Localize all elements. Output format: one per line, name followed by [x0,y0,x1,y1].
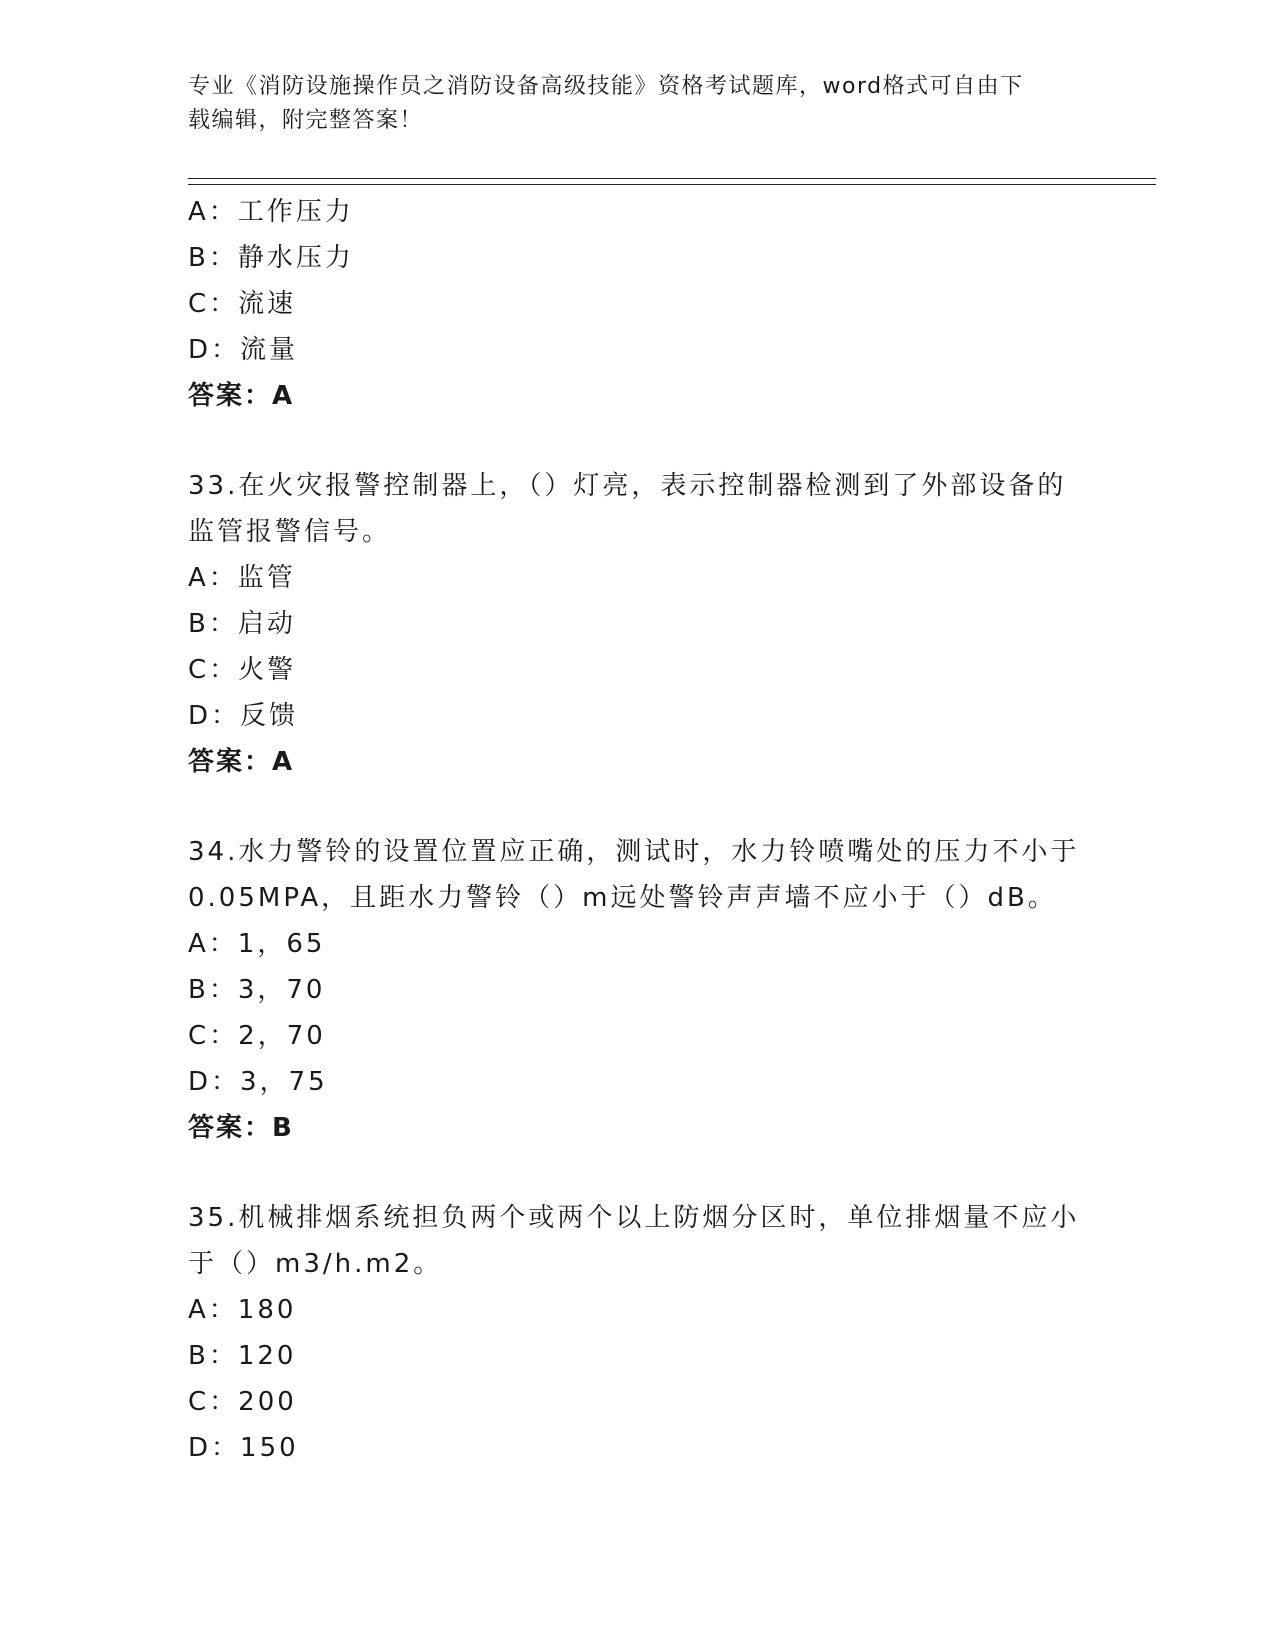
document-header [188,70,1088,138]
question-list [188,189,1088,1471]
option-d: D：150 [188,1433,299,1463]
question-35 [188,1195,1088,1471]
answer-line: 答案：A [188,381,295,411]
question-stem-line-1: 33.在火灾报警控制器上，（）灯亮，表示控制器检测到了外部设备的 [188,471,1067,501]
option-b: B：120 [188,1341,297,1371]
option-a: A：1，65 [188,929,326,959]
question-stem-line-2: 0.05MPA，且距水力警铃（）m远处警铃声声墙不应小于（）dB。 [188,883,1057,913]
question-stem-line-2: 监管报警信号。 [188,517,392,547]
header-line-2: 载编辑，附完整答案！ [188,108,424,133]
question-34 [188,829,1088,1151]
option-c: C：火警 [188,655,297,685]
option-a: A：工作压力 [188,197,354,227]
option-c: C：200 [188,1387,297,1417]
option-c: C：2，70 [188,1021,326,1051]
option-b: B：启动 [188,609,296,639]
option-a: A：监管 [188,563,296,593]
question-33 [188,463,1088,785]
option-d: D：3，75 [188,1067,328,1097]
option-b: B：3，70 [188,975,326,1005]
answer-line: 答案：A [188,747,295,777]
option-c: C：流速 [188,289,297,319]
question-stem-line-1: 34.水力警铃的设置位置应正确，测试时，水力铃喷嘴处的压力不小于 [188,837,1080,867]
answer-line: 答案：B [188,1113,294,1143]
option-a: A：180 [188,1295,297,1325]
option-b: B：静水压力 [188,243,354,273]
option-d: D：流量 [188,335,299,365]
option-d: D：反馈 [188,701,299,731]
question-32 [188,189,1088,419]
header-double-rule [188,178,1156,185]
question-stem-line-1: 35.机械排烟系统担负两个或两个以上防烟分区时，单位排烟量不应小 [188,1203,1080,1233]
header-line-1: 专业《消防设施操作员之消防设备高级技能》资格考试题库，word格式可自由下 [188,74,1024,99]
question-stem-line-2: 于（）m3/h.m2。 [188,1249,443,1279]
